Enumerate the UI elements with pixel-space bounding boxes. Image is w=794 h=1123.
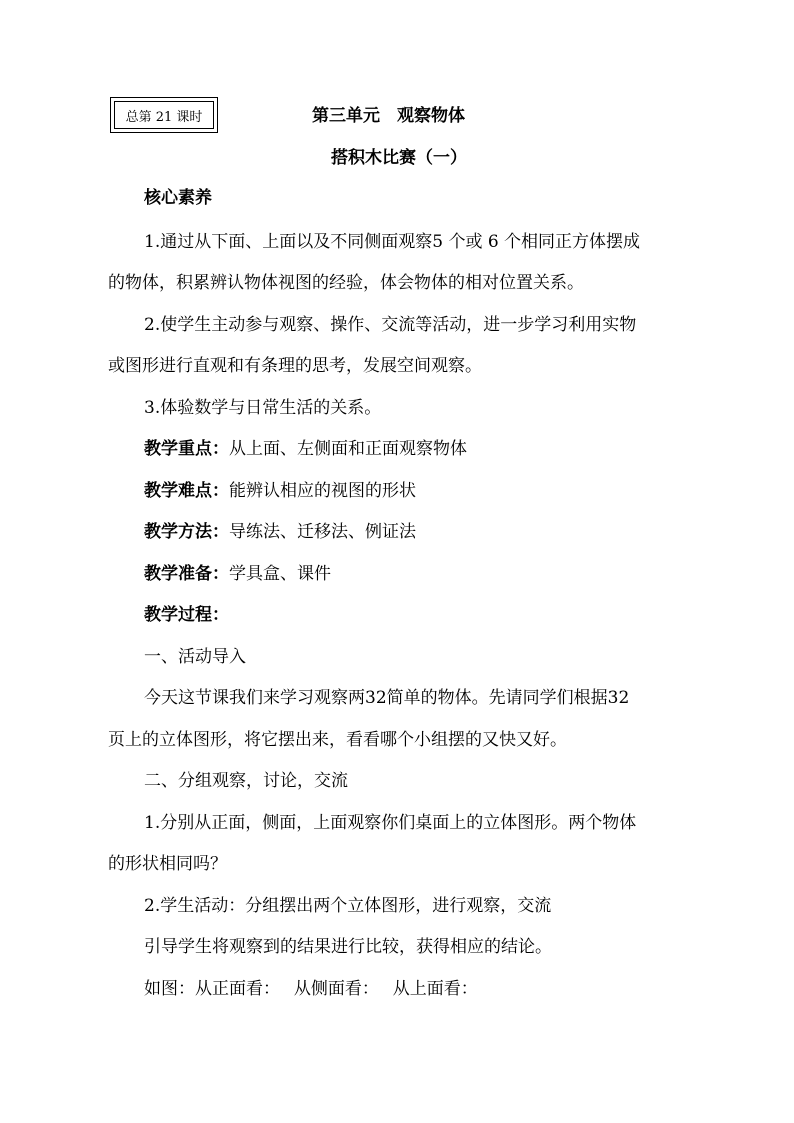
key-point-row bbox=[144, 437, 467, 461]
core-item2-line1: 2.使学生主动参与观察、操作、交流等活动，进一步学习利用实物 bbox=[144, 315, 637, 335]
prep-label: 教学准备： bbox=[144, 564, 229, 584]
prep-value: 学具盒、课件 bbox=[229, 564, 331, 584]
core-item1-line2: 的物体，积累辨认物体视图的经验，体会物体的相对位置关系。 bbox=[108, 273, 584, 293]
lesson-number: 总第 21 课时 bbox=[114, 101, 214, 129]
method-label: 教学方法： bbox=[144, 522, 229, 542]
core-heading: 核心素养 bbox=[144, 188, 212, 208]
difficulty-value: 能辨认相应的视图的形状 bbox=[229, 481, 416, 501]
process-item1-line1: 1.分别从正面，侧面，上面观察你们桌面上的立体图形。两个物体 bbox=[144, 813, 637, 833]
key-point-value: 从上面、左侧面和正面观察物体 bbox=[229, 439, 467, 459]
core-item1-line1: 1.通过从下面、上面以及不同侧面观察5 个或 6 个相同正方体摆成 bbox=[144, 232, 641, 252]
difficulty-row bbox=[144, 479, 416, 503]
section-1-heading: 一、活动导入 bbox=[144, 647, 246, 667]
lesson-number-box bbox=[110, 97, 218, 133]
para1-line1: 今天这节课我们来学习观察两32简单的物体。先请同学们根据32 bbox=[144, 688, 630, 708]
difficulty-label: 教学难点： bbox=[144, 481, 229, 501]
prep-row bbox=[144, 562, 331, 586]
unit-title: 第三单元 观察物体 bbox=[312, 106, 465, 126]
method-value: 导练法、迁移法、例证法 bbox=[229, 522, 416, 542]
para1-line2: 页上的立体图形，将它摆出来，看看哪个小组摆的又快又好。 bbox=[108, 730, 567, 750]
key-point-label: 教学重点： bbox=[144, 439, 229, 459]
process-item2: 2.学生活动：分组摆出两个立体图形，进行观察，交流 bbox=[144, 896, 552, 916]
figure-caption: 如图：从正面看： 从侧面看： 从上面看： bbox=[144, 979, 478, 999]
section-2-heading: 二、分组观察，讨论，交流 bbox=[144, 771, 348, 791]
method-row bbox=[144, 520, 416, 544]
process-item1-line2: 的形状相同吗？ bbox=[108, 854, 227, 874]
guide-text: 引导学生将观察到的结果进行比较，获得相应的结论。 bbox=[144, 937, 552, 957]
core-item3: 3.体验数学与日常生活的关系。 bbox=[144, 398, 382, 418]
core-item2-line2: 或图形进行直观和有条理的思考，发展空间观察。 bbox=[108, 356, 482, 376]
lesson-title: 搭积木比赛（一） bbox=[331, 148, 467, 168]
process-heading: 教学过程： bbox=[144, 605, 229, 625]
